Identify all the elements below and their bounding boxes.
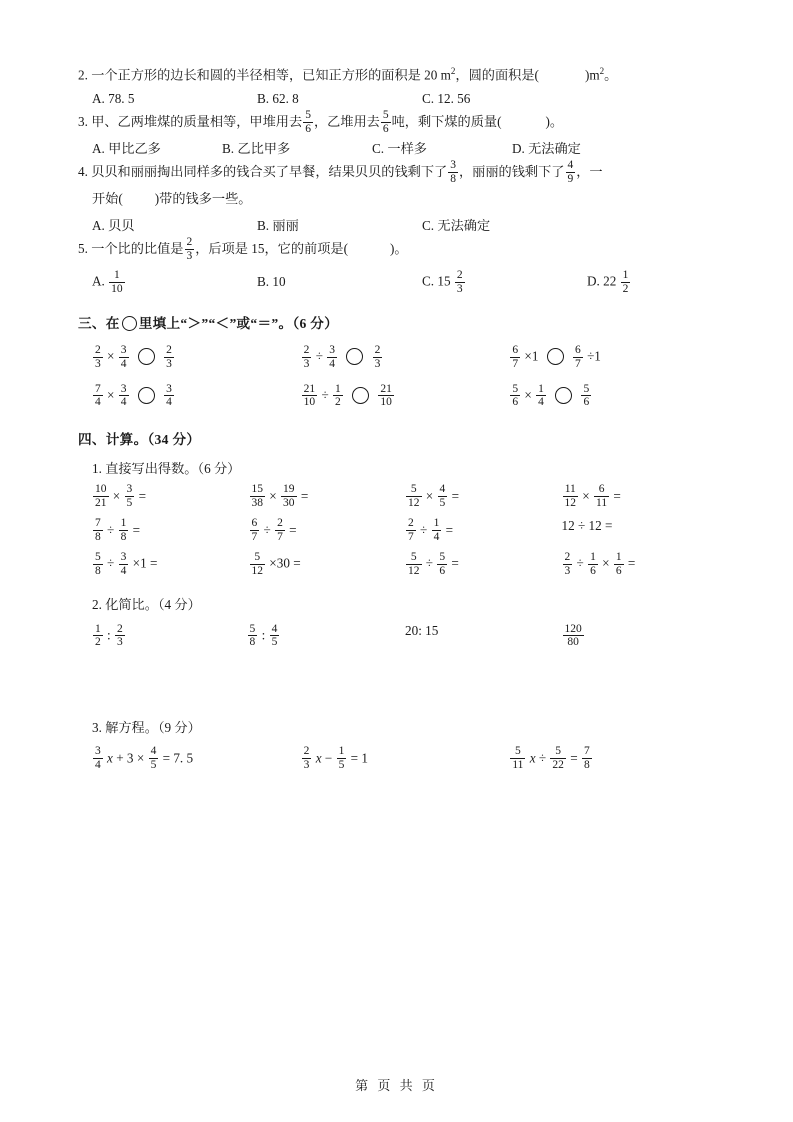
calc-item[interactable]: $\frac{10}{21}$ × $\frac{3}{5}$ = <box>95 483 147 510</box>
circle-icon <box>122 316 137 331</box>
option-d-fraction: $\frac{1}{2}$ <box>622 268 629 295</box>
calc-row-3 <box>78 551 718 578</box>
question-5-text-a: 一个比的比值是 <box>91 240 184 256</box>
question-2-exponent-2: 2 <box>599 66 605 76</box>
question-5-text-b: ，后项是 15，它的前项是( <box>195 240 348 256</box>
question-5-option-b[interactable]: B. 10 <box>257 273 286 289</box>
calc-row-1 <box>78 484 718 511</box>
section-4-title: 四、计算。（34 分） <box>78 431 201 447</box>
question-3-option-d[interactable]: D. 无法确定 <box>512 141 581 157</box>
question-4-text-c: ，一 <box>576 164 603 180</box>
compare-item[interactable]: $\frac{7}{4}$ × $\frac{3}{4}$ $\frac{3}{4}$ <box>95 382 172 409</box>
simplify-item[interactable]: 20: 15 <box>405 623 439 639</box>
question-2-text-b: ，圆的面积是( <box>455 67 539 83</box>
option-a-fraction: $\frac{1}{10}$ <box>111 268 123 295</box>
compare-item[interactable]: $\frac{5}{6}$ × $\frac{1}{4}$ $\frac{5}{6}$ <box>512 382 590 409</box>
question-3-option-c[interactable]: C. 一样多 <box>372 141 427 157</box>
question-5 <box>78 236 718 263</box>
calc-item[interactable]: $\frac{5}{8}$ ÷ $\frac{3}{4}$ ×1 = <box>95 550 158 577</box>
question-3-options <box>78 138 718 157</box>
question-2-exponent: 2 <box>450 66 456 76</box>
question-2-option-b[interactable]: B. 62. 8 <box>257 90 299 106</box>
section-3-title <box>78 312 718 332</box>
question-4-number: 4. <box>78 164 88 180</box>
section-4-sub-3-title: 3. 解方程。（9 分） <box>92 719 201 735</box>
answer-circle[interactable] <box>138 387 155 404</box>
section-3-row-1 <box>78 344 718 371</box>
question-4-option-a[interactable]: A. 贝贝 <box>92 217 135 233</box>
calc-item[interactable]: $\frac{6}{7}$ ÷ $\frac{2}{7}$ = <box>251 517 297 543</box>
question-2-option-c[interactable]: C. 12. 56 <box>422 90 471 106</box>
section-3-title-a: 三、在 <box>78 315 120 331</box>
question-3-option-b[interactable]: B. 乙比甲多 <box>222 141 291 157</box>
equation-item[interactable]: $\frac{2}{3}$ x − $\frac{1}{5}$ = 1 <box>303 745 368 772</box>
section-4-sub-2-title: 2. 化简比。（4 分） <box>92 597 201 613</box>
question-2 <box>78 62 718 89</box>
question-3-number: 3. <box>78 113 88 129</box>
question-4-text-b: ，丽丽的钱剩下了 <box>459 164 565 180</box>
question-2-text-d: 。 <box>604 67 618 83</box>
question-4-text-d: 开始( <box>92 191 123 207</box>
question-2-text-c: )m <box>584 67 600 83</box>
question-4-fraction-1: $\frac{3}{8}$ <box>450 159 456 186</box>
answer-circle[interactable] <box>547 348 564 365</box>
question-3-text-b: ，乙堆用去 <box>313 113 380 129</box>
question-3 <box>78 109 718 136</box>
calc-item[interactable]: $\frac{5}{12}$ × $\frac{4}{5}$ = <box>408 483 460 510</box>
question-4-option-c[interactable]: C. 无法确定 <box>422 217 491 233</box>
compare-item[interactable]: $\frac{2}{3}$ ÷ $\frac{3}{4}$ $\frac{2}{3}$ <box>303 343 381 370</box>
equation-item[interactable]: $\frac{3}{4}$ x + 3 × $\frac{4}{5}$ = 7. 5 <box>95 745 194 772</box>
compare-item[interactable]: $\frac{6}{7}$ ×1 $\frac{6}{7}$ ÷1 <box>512 343 601 370</box>
compare-item[interactable]: $\frac{21}{10}$ ÷ $\frac{1}{2}$ $\frac{21}{10}$ <box>303 382 392 409</box>
question-4-option-b[interactable]: B. 丽丽 <box>257 217 299 233</box>
simplify-item[interactable]: $\frac{5}{8}$ : $\frac{4}{5}$ <box>249 622 278 649</box>
question-5-option-a[interactable]: A. $\frac{1}{10}$ <box>92 268 123 295</box>
answer-circle[interactable] <box>555 387 572 404</box>
question-4-fraction-2: $\frac{4}{9}$ <box>567 159 574 186</box>
question-3-option-a[interactable]: A. 甲比乙多 <box>92 141 161 157</box>
question-5-option-c[interactable]: C. 15 $\frac{2}{3}$ <box>422 268 463 295</box>
question-2-option-a[interactable]: A. 78. 5 <box>92 90 135 106</box>
question-4-line-2 <box>78 186 718 212</box>
calc-row-2 <box>78 518 718 545</box>
answer-circle[interactable] <box>346 348 363 365</box>
calc-item[interactable]: $\frac{2}{3}$ ÷ $\frac{1}{6}$ × $\frac{1}{6}$ = <box>564 550 636 577</box>
page-footer: 第 页 共 页 <box>355 1078 438 1093</box>
answer-circle[interactable] <box>352 387 369 404</box>
question-2-number: 2. <box>78 67 88 83</box>
calc-item[interactable]: $\frac{5}{12}$ ÷ $\frac{5}{6}$ = <box>408 550 459 577</box>
calc-item[interactable]: $\frac{7}{8}$ ÷ $\frac{1}{8}$ = <box>95 517 141 543</box>
equation-row <box>78 746 718 773</box>
question-5-options <box>78 269 718 296</box>
question-5-fraction-1: $\frac{2}{3}$ <box>186 235 193 262</box>
question-4 <box>78 159 718 186</box>
question-5-option-d[interactable]: D. 22 $\frac{1}{2}$ <box>587 268 629 295</box>
option-c-fraction: $\frac{2}{3}$ <box>456 268 463 295</box>
calc-item[interactable]: $\frac{15}{38}$ × $\frac{19}{30}$ = <box>251 483 309 510</box>
question-4-text-a: 贝贝和丽丽掏出同样多的钱合买了早餐，结果贝贝的钱剩下了 <box>91 164 448 180</box>
page-content <box>78 62 718 781</box>
question-4-text-e: )带的钱多一些。 <box>154 191 252 207</box>
question-3-text-d: )。 <box>545 113 564 129</box>
calc-item[interactable]: 12 ÷ 12 = <box>561 517 613 533</box>
compare-item[interactable]: $\frac{2}{3}$ × $\frac{3}{4}$ $\frac{2}{3}$ <box>95 343 172 370</box>
simplify-item[interactable]: $\frac{1}{2}$ : $\frac{2}{3}$ <box>95 622 123 649</box>
calc-item[interactable]: $\frac{5}{12}$ ×30 = <box>251 550 301 577</box>
question-2-text-a: 一个正方形的边长和圆的半径相等，已知正方形的面积是 20 m <box>91 67 451 83</box>
question-2-options <box>78 91 718 107</box>
calc-item[interactable]: $\frac{2}{7}$ ÷ $\frac{1}{4}$ = <box>408 517 454 543</box>
equation-item[interactable]: $\frac{5}{11}$ x ÷ $\frac{5}{22}$ = $\frac{7}{8}$ <box>512 745 590 772</box>
question-3-text-a: 甲、乙两堆煤的质量相等，甲堆用去 <box>91 113 303 129</box>
question-5-text-c: )。 <box>390 240 408 256</box>
section-4-sub-1-title: 1. 直接写出得数。（6 分） <box>92 460 241 476</box>
question-4-options <box>78 215 718 234</box>
section-3-title-b: 里填上“＞”“＜”或“＝”。（6 分） <box>138 315 339 331</box>
calc-item[interactable]: $\frac{11}{12}$ × $\frac{6}{11}$ = <box>564 483 621 510</box>
simplify-item[interactable]: $\frac{120}{80}$ <box>564 622 582 649</box>
question-3-text-c: 吨，剩下煤的质量( <box>391 113 502 129</box>
question-3-fraction-1: $\frac{5}{6}$ <box>305 108 311 135</box>
question-3-fraction-2: $\frac{5}{6}$ <box>382 108 389 135</box>
answer-circle[interactable] <box>138 348 155 365</box>
question-5-number: 5. <box>78 240 88 256</box>
section-3-row-2 <box>78 383 718 410</box>
simplify-row <box>78 623 718 650</box>
